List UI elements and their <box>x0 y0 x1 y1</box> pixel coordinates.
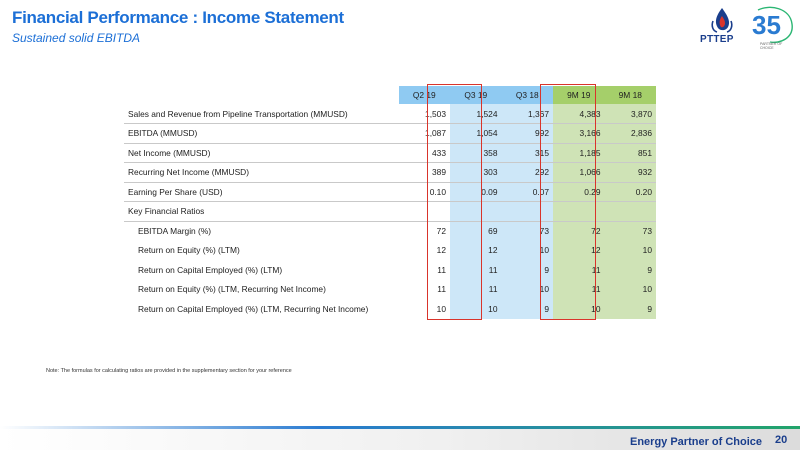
row-label: Earning Per Share (USD) <box>124 182 399 202</box>
cell-value: 11 <box>553 280 605 300</box>
cell-value: 73 <box>605 221 657 241</box>
cell-value: 11 <box>450 280 502 300</box>
cell-value: 1,503 <box>399 104 451 124</box>
table-row <box>124 124 656 144</box>
cell-value: 358 <box>450 143 502 163</box>
cell-value: 1,066 <box>553 163 605 183</box>
page-title: Financial Performance : Income Statement <box>12 8 344 27</box>
table-row <box>124 241 656 261</box>
cell-value: 389 <box>399 163 451 183</box>
cell-value: 10 <box>436 303 446 314</box>
cell-value: 433 <box>399 143 451 163</box>
cell-value: 11 <box>553 260 605 280</box>
row-label: Return on Equity (%) (LTM, Recurring Net Income) <box>138 284 326 295</box>
cell-value: 9 <box>502 299 554 319</box>
table-row <box>124 280 656 300</box>
cell-value: 10 <box>605 241 657 261</box>
section-label: Key Financial Ratios <box>124 202 399 222</box>
header-blank <box>124 86 399 104</box>
cell-value: 9 <box>502 260 554 280</box>
column-header: 9M 19 <box>553 86 605 104</box>
cell-value: 1,367 <box>502 104 554 124</box>
row-label: Recurring Net Income (MMUSD) <box>124 163 399 183</box>
cell-value: 10 <box>502 241 554 261</box>
cell-value: 3,870 <box>605 104 657 124</box>
cell-blank <box>605 202 657 222</box>
column-header: 9M 18 <box>605 86 657 104</box>
cell-value: 0.29 <box>553 182 605 202</box>
cell-value: 851 <box>605 143 657 163</box>
table-row <box>124 299 656 319</box>
income-statement-table <box>124 86 656 319</box>
row-label: EBITDA (MMUSD) <box>124 124 399 144</box>
cell-value: 72 <box>436 226 446 236</box>
cell-value: 315 <box>502 143 554 163</box>
footer-divider <box>0 426 800 429</box>
row-label: Return on Capital Employed (%) (LTM, Recurring Net Income) <box>138 303 369 314</box>
column-header: Q2 19 <box>399 86 451 104</box>
row-label: Return on Equity (%) (LTM) <box>138 245 240 256</box>
cell-value: 10 <box>605 280 657 300</box>
cell-value: 10 <box>502 280 554 300</box>
table-header-row <box>124 86 656 104</box>
section-row <box>124 202 656 222</box>
cell-value: 0.20 <box>605 182 657 202</box>
column-header: Q3 18 <box>502 86 554 104</box>
cell-value: 1,185 <box>553 143 605 163</box>
cell-value: 10 <box>450 299 502 319</box>
cell-value: 1,054 <box>450 124 502 144</box>
cell-value: 0.09 <box>450 182 502 202</box>
footnote: Note: The formulas for calculating ratios are provided in the supplementary section for your reference <box>46 368 292 374</box>
cell-blank <box>553 202 605 222</box>
cell-value: 11 <box>437 284 446 295</box>
cell-value: 72 <box>553 221 605 241</box>
cell-blank <box>450 202 502 222</box>
cell-value: 0.07 <box>502 182 554 202</box>
brand-tagline: PARTNER OF CHOICE <box>760 42 783 50</box>
cell-value: 992 <box>502 124 554 144</box>
cell-value: 1,524 <box>450 104 502 124</box>
column-header: Q3 19 <box>450 86 502 104</box>
cell-value: 12 <box>553 241 605 261</box>
cell-value: 12 <box>436 245 446 256</box>
cell-value: 0.10 <box>399 182 451 202</box>
row-label: Return on Capital Employed (%) (LTM) <box>138 264 283 275</box>
table-body <box>124 104 656 319</box>
cell-value: 932 <box>605 163 657 183</box>
cell-value: 11 <box>450 260 502 280</box>
table-row <box>124 163 656 183</box>
cell-blank <box>399 202 451 222</box>
brand-name: PTTEP <box>700 34 734 45</box>
cell-value: 9 <box>605 299 657 319</box>
cell-value: 12 <box>450 241 502 261</box>
cell-value: 2,836 <box>605 124 657 144</box>
cell-value: 3,166 <box>553 124 605 144</box>
page-number: 20 <box>775 434 788 446</box>
cell-value: 9 <box>605 260 657 280</box>
row-label: Sales and Revenue from Pipeline Transportation (MMUSD) <box>124 104 399 124</box>
cell-value: 303 <box>450 163 502 183</box>
table-row <box>124 104 656 124</box>
cell-blank <box>502 202 554 222</box>
cell-value: 69 <box>450 221 502 241</box>
cell-value: 10 <box>553 299 605 319</box>
table-row <box>124 143 656 163</box>
footer-slogan: Energy Partner of Choice <box>630 436 763 448</box>
anniversary-number: 35 <box>752 10 781 40</box>
table-row <box>124 221 656 241</box>
page-subtitle: Sustained solid EBITDA <box>12 31 141 45</box>
row-label: EBITDA Margin (%) <box>138 226 212 236</box>
table-row <box>124 182 656 202</box>
cell-value: 11 <box>437 264 446 275</box>
cell-value: 292 <box>502 163 554 183</box>
table-row <box>124 260 656 280</box>
cell-value: 4,383 <box>553 104 605 124</box>
cell-value: 1,087 <box>399 124 451 144</box>
row-label: Net Income (MMUSD) <box>124 143 399 163</box>
cell-value: 73 <box>502 221 554 241</box>
company-logo <box>700 4 796 50</box>
